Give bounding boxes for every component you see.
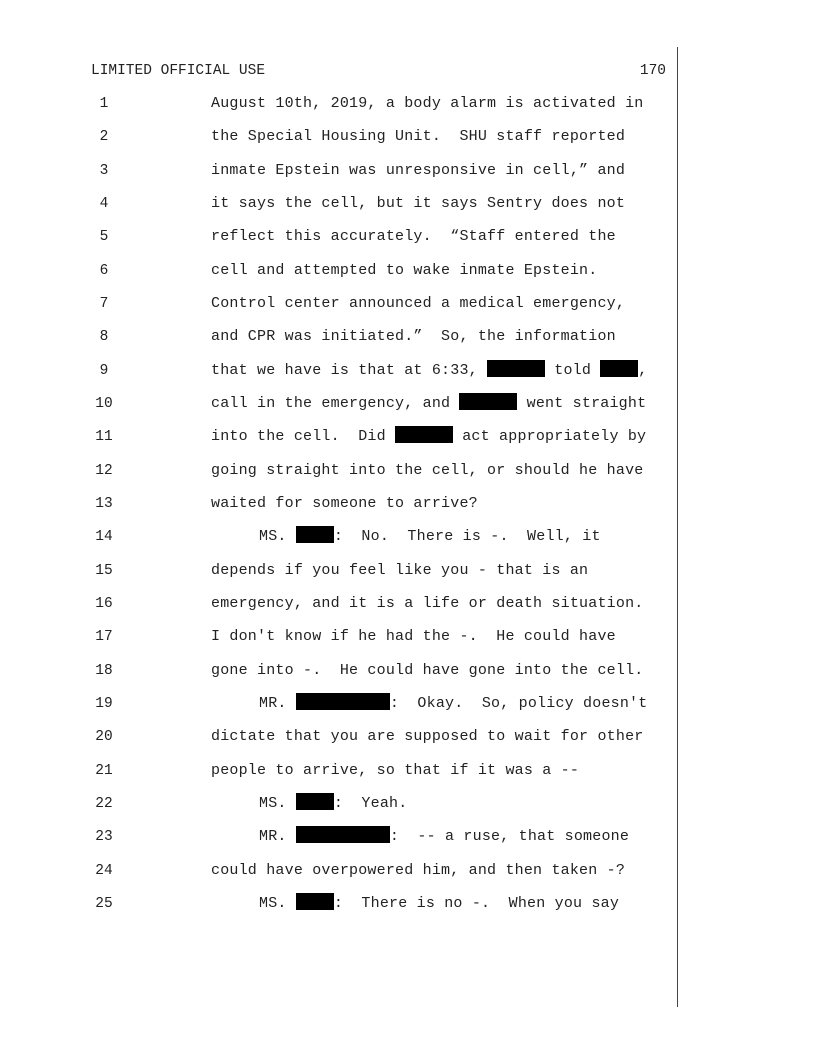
- transcript-line: [0, 725, 816, 749]
- line-number: 13: [95, 496, 113, 512]
- redaction-box: [600, 360, 638, 377]
- line-number: 8: [99, 329, 109, 345]
- line-number: 1: [99, 96, 109, 112]
- line-text: people to arrive, so that if it was a --: [211, 762, 580, 779]
- line-number: 9: [99, 363, 109, 379]
- redaction-box: [296, 826, 390, 843]
- line-number: 6: [99, 263, 109, 279]
- transcript-line: [0, 859, 816, 883]
- transcript-line: [0, 692, 816, 716]
- transcript-line: [0, 325, 816, 349]
- transcript-line: [0, 392, 816, 416]
- transcript-line: [0, 525, 816, 549]
- transcript-line: [0, 292, 816, 316]
- line-number: 3: [99, 163, 109, 179]
- line-number: 24: [95, 863, 113, 879]
- line-text: Control center announced a medical emergency,: [211, 295, 626, 312]
- redaction-box: [296, 526, 334, 543]
- line-number: 2: [99, 129, 109, 145]
- transcript-line: [0, 792, 816, 816]
- line-text: MR. : Okay. So, policy doesn't: [259, 695, 648, 712]
- transcript-line: [0, 892, 816, 916]
- line-text: emergency, and it is a life or death situation.: [211, 595, 644, 612]
- line-text: going straight into the cell, or should he have: [211, 462, 644, 479]
- line-number: 19: [95, 696, 113, 712]
- line-number: 21: [95, 763, 113, 779]
- transcript-line: [0, 825, 816, 849]
- transcript-line: [0, 425, 816, 449]
- line-number: 10: [95, 396, 113, 412]
- line-text: call in the emergency, and went straight: [211, 395, 647, 412]
- redaction-box: [296, 793, 334, 810]
- line-number: 15: [95, 563, 113, 579]
- line-text: August 10th, 2019, a body alarm is activated in: [211, 95, 644, 112]
- line-text: that we have is that at 6:33, told ,: [211, 362, 648, 379]
- line-number: 14: [95, 529, 113, 545]
- line-text: inmate Epstein was unresponsive in cell,” and: [211, 162, 626, 179]
- line-number: 7: [99, 296, 109, 312]
- transcript-line: [0, 359, 816, 383]
- line-text: depends if you feel like you - that is an: [211, 562, 589, 579]
- line-text: the Special Housing Unit. SHU staff reported: [211, 128, 626, 145]
- line-text: waited for someone to arrive?: [211, 495, 478, 512]
- line-number: 20: [95, 729, 113, 745]
- transcript-line: [0, 459, 816, 483]
- line-text: MR. : -- a ruse, that someone: [259, 828, 630, 845]
- transcript-line: [0, 125, 816, 149]
- transcript-line: [0, 225, 816, 249]
- redaction-box: [459, 393, 517, 410]
- transcript-line: [0, 592, 816, 616]
- classification-header: LIMITED OFFICIAL USE: [91, 63, 266, 79]
- line-number: 22: [95, 796, 113, 812]
- transcript-line: [0, 659, 816, 683]
- transcript-line: [0, 559, 816, 583]
- line-number: 17: [95, 629, 113, 645]
- redaction-box: [296, 893, 334, 910]
- transcript-line: [0, 192, 816, 216]
- line-text: MS. : Yeah.: [259, 795, 408, 812]
- line-number: 5: [99, 229, 109, 245]
- line-number: 18: [95, 663, 113, 679]
- line-number: 11: [95, 429, 113, 445]
- redaction-box: [296, 693, 390, 710]
- line-text: could have overpowered him, and then taken -?: [211, 862, 626, 879]
- transcript-line: [0, 492, 816, 516]
- line-text: dictate that you are supposed to wait for other: [211, 728, 644, 745]
- line-text: MS. : There is no -. When you say: [259, 895, 620, 912]
- line-text: it says the cell, but it says Sentry does not: [211, 195, 626, 212]
- line-number: 12: [95, 463, 113, 479]
- line-text: MS. : No. There is -. Well, it: [259, 528, 601, 545]
- line-number: 4: [99, 196, 109, 212]
- redaction-box: [395, 426, 453, 443]
- line-number: 25: [95, 896, 113, 912]
- transcript-line: [0, 259, 816, 283]
- transcript-line: [0, 759, 816, 783]
- line-text: cell and attempted to wake inmate Epstein.: [211, 262, 598, 279]
- line-text: reflect this accurately. “Staff entered the: [211, 228, 616, 245]
- line-text: into the cell. Did act appropriately by: [211, 428, 647, 445]
- redaction-box: [487, 360, 545, 377]
- line-text: I don't know if he had the -. He could have: [211, 628, 616, 645]
- line-number: 23: [95, 829, 113, 845]
- transcript-line: [0, 625, 816, 649]
- page-number: 170: [639, 63, 666, 79]
- transcript-line: [0, 92, 816, 116]
- line-number: 16: [95, 596, 113, 612]
- line-text: gone into -. He could have gone into the cell.: [211, 662, 644, 679]
- transcript-line: [0, 159, 816, 183]
- line-text: and CPR was initiated.” So, the information: [211, 328, 616, 345]
